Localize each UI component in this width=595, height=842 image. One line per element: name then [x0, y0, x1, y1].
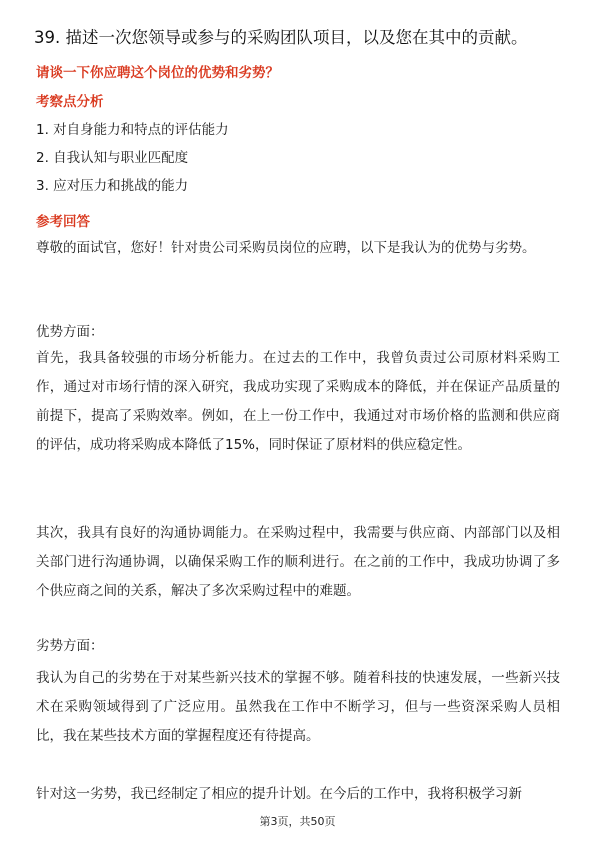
strength-paragraph-2: 其次，我具有良好的沟通协调能力。在采购过程中，我需要与供应商、内部部门以及相关部门进行沟通协调，以确保采购工作的顺利进行。在之前的工作中，我成功协调了多个供应商之间的关系，解决了多次采购过程中的难题。	[36, 525, 560, 599]
analysis-item-1: 1. 对自身能力和特点的评估能力	[36, 122, 229, 138]
interview-prompt: 请谈一下你应聘这个岗位的优势和劣势？	[36, 65, 279, 81]
strength-paragraph-1: 首先，我具备较强的市场分析能力。在过去的工作中，我曾负责过公司原材料采购工作，通过对市场行情的深入研究，我成功实现了采购成本的降低，并在保证产品质量的前提下，提高了采购效率。例如，在上一份工作中，我通过对市场价格的监测和供应商的评估，成功将采购成本降低了15%，同时保证了原材料的供应稳定性。	[36, 350, 560, 453]
analysis-item-2: 2. 自我认知与职业匹配度	[36, 150, 189, 166]
answer-intro: 尊敬的面试官，您好！针对贵公司采购员岗位的应聘，以下是我认为的优势与劣势。	[36, 240, 536, 256]
weaknesses-heading: 劣势方面：	[36, 638, 104, 654]
question-title: 39. 描述一次您领导或参与的采购团队项目，以及您在其中的贡献。	[34, 28, 528, 47]
weakness-paragraph: 我认为自己的劣势在于对某些新兴技术的掌握不够。随着科技的快速发展，一些新兴技术在采购领域得到了广泛应用。虽然我在工作中不断学习，但与一些资深采购人员相比，我在某些技术方面的掌握程度还有待提高。	[36, 670, 560, 744]
page-number: 第3页，共50页	[259, 815, 336, 828]
analysis-item-3: 3. 应对压力和挑战的能力	[36, 178, 189, 194]
improvement-plan: 针对这一劣势，我已经制定了相应的提升计划。在今后的工作中，我将积极学习新	[36, 786, 522, 802]
strengths-heading: 优势方面：	[36, 324, 104, 340]
analysis-heading: 考察点分析	[36, 94, 104, 110]
answer-heading: 参考回答	[36, 214, 90, 230]
